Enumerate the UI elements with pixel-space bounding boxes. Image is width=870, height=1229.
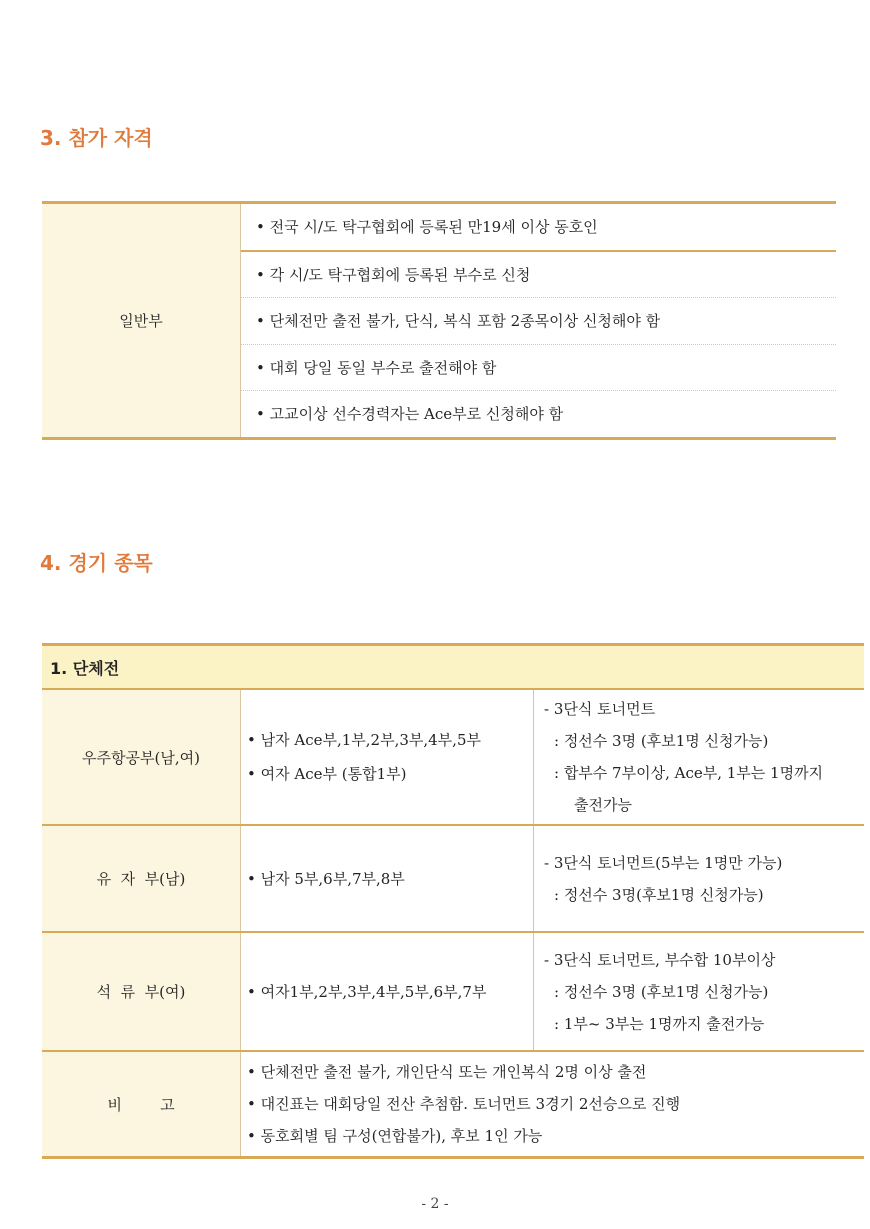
rule-item: - 3단식 토너먼트, 부수합 10부이상: [544, 950, 776, 969]
division-item: • 여자 Ace부 (통합1부): [247, 765, 407, 783]
remarks-label: 비 고: [42, 1052, 241, 1156]
eligibility-item: • 고교이상 선수경력자는 Ace부로 신청해야 함: [256, 405, 564, 424]
rule-item: : 정선수 3명(후보1명 신청가능): [554, 885, 764, 904]
event-row: [42, 690, 864, 826]
remark-item: • 대진표는 대회당일 전산 추첨함. 토너먼트 3경기 2선승으로 진행: [247, 1095, 681, 1113]
event-name: 유 자 부(남): [42, 826, 241, 931]
event-rules: [534, 690, 864, 824]
remarks-items: [241, 1052, 864, 1156]
eligibility-table: [42, 201, 836, 440]
remark-item: • 단체전만 출전 불가, 개인단식 또는 개인복식 2명 이상 출전: [247, 1063, 647, 1081]
event-name: 우주항공부(남,여): [42, 690, 241, 824]
page-number: - 2 -: [421, 1196, 449, 1212]
eligibility-item: • 대회 당일 동일 부수로 출전해야 함: [241, 345, 836, 392]
event-divisions: [241, 826, 534, 931]
event-divisions: [241, 690, 534, 824]
rule-item: : 정선수 3명 (후보1명 신청가능): [554, 982, 769, 1001]
division-item: • 남자 5부,6부,7부,8부: [247, 869, 405, 888]
event-row: [42, 933, 864, 1052]
rule-item: 출전가능: [574, 796, 632, 814]
rule-item: : 1부~ 3부는 1명까지 출전가능: [554, 1014, 765, 1033]
division-item: • 남자 Ace부,1부,2부,3부,4부,5부: [247, 731, 481, 749]
event-divisions: [241, 933, 534, 1050]
eligibility-item: • 단체전만 출전 불가, 단식, 복식 포함 2종목이상 신청해야 함: [241, 298, 836, 345]
section-4-title: 4. 경기 종목: [40, 551, 153, 575]
division-item: • 여자1부,2부,3부,4부,5부,6부,7부: [247, 982, 487, 1001]
section-3-title: 3. 참가 자격: [40, 126, 153, 150]
remarks-row: [42, 1052, 864, 1156]
event-rules: [534, 933, 864, 1050]
rule-item: : 정선수 3명 (후보1명 신청가능): [554, 732, 769, 750]
rule-item: - 3단식 토너먼트: [544, 700, 656, 718]
event-name: 석 류 부(여): [42, 933, 241, 1050]
event-rules: [534, 826, 864, 931]
eligibility-item: • 각 시/도 탁구협회에 등록된 부수로 신청: [241, 252, 836, 299]
eligibility-item: • 전국 시/도 탁구협회에 등록된 만19세 이상 동호인: [241, 204, 836, 252]
eligibility-row-header: 일반부: [42, 204, 241, 437]
remark-item: • 동호회별 팀 구성(연합불가), 후보 1인 가능: [247, 1127, 543, 1145]
rule-item: - 3단식 토너먼트(5부는 1명만 가능): [544, 853, 783, 872]
eligibility-items: [241, 204, 836, 437]
events-table-header: 1. 단체전: [42, 646, 864, 690]
rule-item: : 합부수 7부이상, Ace부, 1부는 1명까지: [554, 764, 824, 782]
event-row: [42, 826, 864, 933]
events-table: [42, 643, 864, 1159]
